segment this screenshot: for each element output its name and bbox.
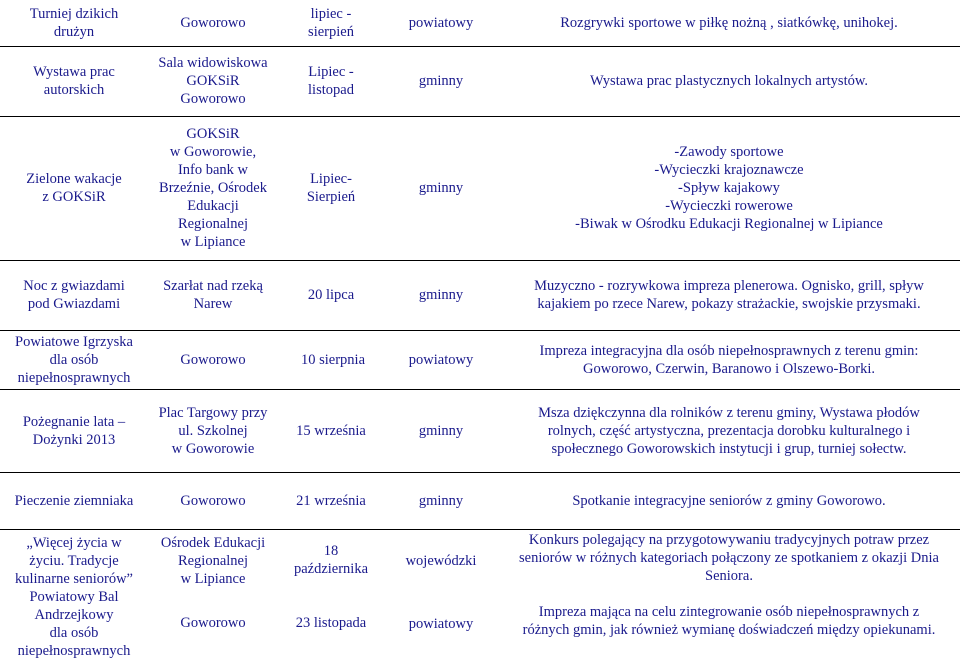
- event-description: Msza dziękczynna dla rolników z terenu gminy, Wystawa płodów rolnych, część artystyczna, prezentacja dorobku kulturalnego i społecznego Goworowskich instytucji i grup, turniej sołectw.: [538, 404, 920, 457]
- event-date: lipiec - sierpień: [308, 6, 354, 40]
- event-description: Konkurs polegający na przygotowywaniu tradycyjnych potraw przez seniorów w różnych kategoriach połączony ze spotkaniem z okazji Dnia Seniora. Impreza mająca na celu zintegrowanie osób niepełnosprawnych z różnych gmin, jak również wymianę doświadczeń między opiekunami.: [519, 532, 939, 638]
- event-level: gminny: [418, 73, 464, 89]
- event-date: 15 września: [296, 422, 366, 439]
- event-level: gminny: [418, 422, 464, 439]
- event-place: Goworowo: [180, 15, 246, 31]
- event-date: 10 sierpnia: [300, 351, 366, 368]
- event-description: Spotkanie integracyjne seniorów z gminy Goworowo.: [572, 492, 886, 509]
- event-level: gminny: [418, 180, 464, 196]
- table-row: [0, 117, 960, 259]
- event-description: Rozgrywki sportowe w piłkę nożną , siatkówkę, unihokej.: [560, 15, 898, 31]
- event-date: 21 września: [296, 492, 366, 509]
- event-level: wojewódzki powiatowy: [405, 553, 477, 632]
- event-description: -Zawody sportowe -Wycieczki krajoznawcze -Spływ kajakowy -Wycieczki rowerowe -Biwak w Ośrodku Edukacji Regionalnej w Lipiance: [575, 144, 883, 232]
- event-date: 18 października 23 listopada: [293, 543, 369, 631]
- event-name: Wystawa prac autorskich: [33, 64, 115, 98]
- event-level: gminny: [418, 287, 464, 303]
- event-date: 20 lipca: [307, 287, 355, 303]
- event-place: Sala widowiskowa GOKSiR Goworowo: [158, 55, 268, 107]
- table-row: [0, 390, 960, 471]
- event-date: Lipiec - listopad: [308, 64, 354, 98]
- event-name: Pożegnanie lata – Dożynki 2013: [22, 413, 126, 448]
- table-row: [0, 261, 960, 329]
- event-description: Wystawa prac plastycznych lokalnych artystów.: [589, 73, 869, 89]
- event-name: Zielone wakacje z GOKSiR: [26, 171, 122, 205]
- event-name: Pieczenie ziemniaka: [14, 492, 134, 509]
- table-row: [0, 530, 960, 660]
- event-place: Goworowo: [180, 351, 246, 368]
- event-place: Goworowo: [180, 492, 246, 509]
- table-row: [0, 0, 960, 46]
- event-level: powiatowy: [408, 351, 474, 368]
- event-place: GOKSiR w Goworowie, Info bank w Brzeźnie, Ośrodek Edukacji Regionalnej w Lipiance: [159, 126, 267, 250]
- table-row: [0, 473, 960, 528]
- event-level: gminny: [418, 492, 464, 509]
- event-place: Ośrodek Edukacji Regionalnej w Lipiance Goworowo: [160, 535, 266, 631]
- table-row: [0, 47, 960, 115]
- event-name: „Więcej życia w życiu. Tradycje kulinarne seniorów” Powiatowy Bal Andrzejkowy dla osób niepełnosprawnych: [15, 535, 133, 659]
- event-description: Muzyczno - rozrywkowa impreza plenerowa. Ognisko, grill, spływ kajakiem po rzece Narew, pokazy strażackie, swojskie przysmaki.: [534, 278, 924, 312]
- event-name: Noc z gwiazdami pod Gwiazdami: [23, 278, 125, 312]
- event-name: Turniej dzikich drużyn: [29, 6, 119, 40]
- event-place: Szarłat nad rzeką Narew: [163, 278, 263, 312]
- event-level: powiatowy: [408, 15, 474, 31]
- event-description: Impreza integracyjna dla osób niepełnosprawnych z terenu gmin: Goworowo, Czerwin, Baranowo i Olszewo-Borki.: [539, 342, 919, 377]
- event-place: Plac Targowy przy ul. Szkolnej w Goworowie: [158, 404, 268, 457]
- event-name: Powiatowe Igrzyska dla osób niepełnosprawnych: [15, 333, 133, 386]
- event-date: Lipiec- Sierpień: [306, 171, 356, 205]
- table-row: [0, 331, 960, 388]
